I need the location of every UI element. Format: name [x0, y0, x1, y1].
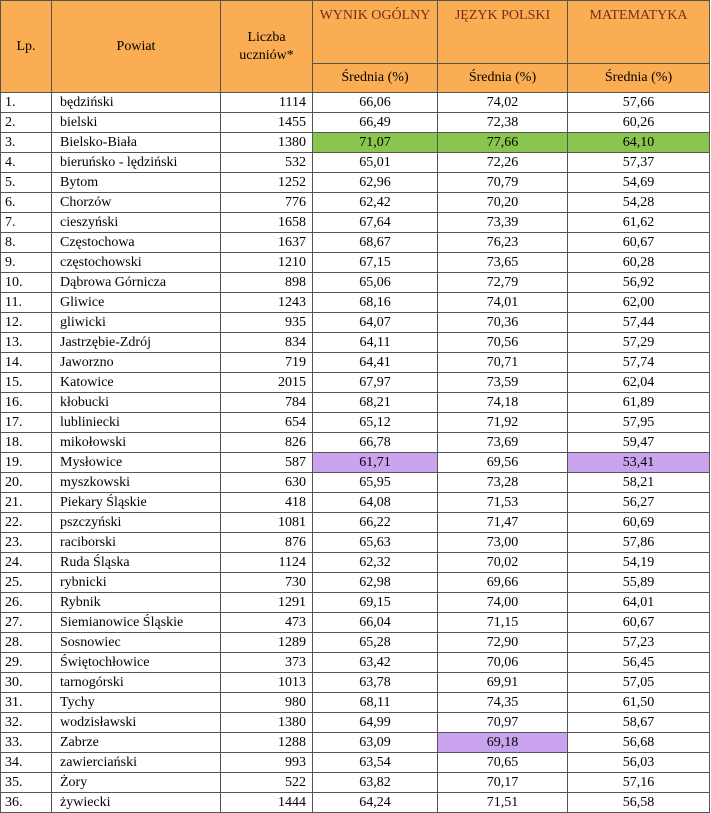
cell-matematyka: 61,50 — [568, 693, 710, 713]
cell-lp: 8. — [1, 233, 52, 253]
cell-wynik-ogolny: 68,16 — [313, 293, 438, 313]
cell-liczba-uczniow: 418 — [221, 493, 313, 513]
cell-wynik-ogolny: 64,24 — [313, 793, 438, 813]
cell-powiat: gliwicki — [52, 313, 221, 333]
header-srednia-wynik: Średnia (%) — [313, 64, 438, 93]
cell-wynik-ogolny: 66,06 — [313, 93, 438, 113]
cell-jezyk-polski: 74,18 — [438, 393, 568, 413]
cell-liczba-uczniow: 898 — [221, 273, 313, 293]
cell-wynik-ogolny: 62,42 — [313, 193, 438, 213]
cell-powiat: Żory — [52, 773, 221, 793]
cell-wynik-ogolny: 71,07 — [313, 133, 438, 153]
cell-liczba-uczniow: 473 — [221, 613, 313, 633]
cell-liczba-uczniow: 1013 — [221, 673, 313, 693]
cell-liczba-uczniow: 1658 — [221, 213, 313, 233]
cell-matematyka: 61,89 — [568, 393, 710, 413]
cell-matematyka: 56,58 — [568, 793, 710, 813]
cell-lp: 9. — [1, 253, 52, 273]
cell-powiat: Rybnik — [52, 593, 221, 613]
cell-lp: 27. — [1, 613, 52, 633]
cell-powiat: Siemianowice Śląskie — [52, 613, 221, 633]
cell-powiat: Gliwice — [52, 293, 221, 313]
cell-matematyka: 56,68 — [568, 733, 710, 753]
cell-liczba-uczniow: 654 — [221, 413, 313, 433]
cell-liczba-uczniow: 1210 — [221, 253, 313, 273]
cell-liczba-uczniow: 2015 — [221, 373, 313, 393]
cell-matematyka: 60,67 — [568, 613, 710, 633]
cell-jezyk-polski: 72,38 — [438, 113, 568, 133]
cell-jezyk-polski: 70,65 — [438, 753, 568, 773]
cell-powiat: Jastrzębie-Zdrój — [52, 333, 221, 353]
cell-matematyka: 57,86 — [568, 533, 710, 553]
cell-jezyk-polski: 71,47 — [438, 513, 568, 533]
cell-matematyka: 64,01 — [568, 593, 710, 613]
table-row — [1, 313, 710, 333]
cell-powiat: tarnogórski — [52, 673, 221, 693]
cell-jezyk-polski: 70,71 — [438, 353, 568, 373]
cell-lp: 15. — [1, 373, 52, 393]
cell-liczba-uczniow: 630 — [221, 473, 313, 493]
cell-jezyk-polski: 70,20 — [438, 193, 568, 213]
cell-wynik-ogolny: 63,78 — [313, 673, 438, 693]
cell-jezyk-polski: 70,36 — [438, 313, 568, 333]
table-row — [1, 433, 710, 453]
cell-matematyka: 62,04 — [568, 373, 710, 393]
header-jezyk-polski: JĘZYK POLSKI — [438, 1, 568, 64]
cell-matematyka: 54,69 — [568, 173, 710, 193]
cell-lp: 29. — [1, 653, 52, 673]
header-srednia-matematyka: Średnia (%) — [568, 64, 710, 93]
cell-liczba-uczniow: 373 — [221, 653, 313, 673]
cell-liczba-uczniow: 776 — [221, 193, 313, 213]
cell-wynik-ogolny: 67,97 — [313, 373, 438, 393]
cell-wynik-ogolny: 68,67 — [313, 233, 438, 253]
cell-matematyka: 60,69 — [568, 513, 710, 533]
cell-powiat: Częstochowa — [52, 233, 221, 253]
cell-jezyk-polski: 77,66 — [438, 133, 568, 153]
cell-matematyka: 57,95 — [568, 413, 710, 433]
cell-liczba-uczniow: 1252 — [221, 173, 313, 193]
table-row — [1, 93, 710, 113]
cell-jezyk-polski: 72,90 — [438, 633, 568, 653]
cell-lp: 31. — [1, 693, 52, 713]
cell-liczba-uczniow: 1081 — [221, 513, 313, 533]
cell-powiat: częstochowski — [52, 253, 221, 273]
cell-liczba-uczniow: 1243 — [221, 293, 313, 313]
cell-powiat: Mysłowice — [52, 453, 221, 473]
cell-lp: 36. — [1, 793, 52, 813]
cell-lp: 23. — [1, 533, 52, 553]
table-row — [1, 173, 710, 193]
cell-lp: 35. — [1, 773, 52, 793]
cell-matematyka: 57,66 — [568, 93, 710, 113]
cell-jezyk-polski: 71,92 — [438, 413, 568, 433]
cell-lp: 2. — [1, 113, 52, 133]
cell-powiat: bieruńsko - lędziński — [52, 153, 221, 173]
cell-lp: 30. — [1, 673, 52, 693]
cell-powiat: wodzisławski — [52, 713, 221, 733]
cell-matematyka: 54,19 — [568, 553, 710, 573]
cell-lp: 24. — [1, 553, 52, 573]
cell-jezyk-polski: 74,00 — [438, 593, 568, 613]
cell-lp: 14. — [1, 353, 52, 373]
cell-powiat: Katowice — [52, 373, 221, 393]
cell-lp: 4. — [1, 153, 52, 173]
table-row — [1, 653, 710, 673]
cell-powiat: Zabrze — [52, 733, 221, 753]
cell-powiat: Chorzów — [52, 193, 221, 213]
cell-liczba-uczniow: 1444 — [221, 793, 313, 813]
cell-liczba-uczniow: 522 — [221, 773, 313, 793]
cell-jezyk-polski: 71,51 — [438, 793, 568, 813]
cell-powiat: pszczyński — [52, 513, 221, 533]
cell-wynik-ogolny: 66,78 — [313, 433, 438, 453]
cell-wynik-ogolny: 66,04 — [313, 613, 438, 633]
header-wynik-ogolny: WYNIK OGÓLNY — [313, 1, 438, 64]
cell-powiat: bielski — [52, 113, 221, 133]
table-row — [1, 633, 710, 653]
cell-lp: 6. — [1, 193, 52, 213]
cell-liczba-uczniow: 993 — [221, 753, 313, 773]
cell-lp: 1. — [1, 93, 52, 113]
table-row — [1, 453, 710, 473]
cell-powiat: raciborski — [52, 533, 221, 553]
header-lp: Lp. — [1, 1, 52, 93]
cell-liczba-uczniow: 876 — [221, 533, 313, 553]
cell-lp: 19. — [1, 453, 52, 473]
cell-matematyka: 56,03 — [568, 753, 710, 773]
table-row — [1, 273, 710, 293]
cell-wynik-ogolny: 68,11 — [313, 693, 438, 713]
cell-powiat: żywiecki — [52, 793, 221, 813]
cell-liczba-uczniow: 935 — [221, 313, 313, 333]
table-row — [1, 293, 710, 313]
table-row — [1, 513, 710, 533]
table-row — [1, 333, 710, 353]
header-liczba-uczniow: Liczba uczniów* — [221, 1, 313, 93]
cell-powiat: Jaworzno — [52, 353, 221, 373]
cell-jezyk-polski: 69,56 — [438, 453, 568, 473]
cell-jezyk-polski: 69,66 — [438, 573, 568, 593]
cell-jezyk-polski: 72,26 — [438, 153, 568, 173]
cell-lp: 13. — [1, 333, 52, 353]
table-row — [1, 673, 710, 693]
cell-liczba-uczniow: 1380 — [221, 133, 313, 153]
cell-matematyka: 57,44 — [568, 313, 710, 333]
header-powiat: Powiat — [52, 1, 221, 93]
cell-jezyk-polski: 69,18 — [438, 733, 568, 753]
cell-wynik-ogolny: 65,95 — [313, 473, 438, 493]
cell-wynik-ogolny: 63,82 — [313, 773, 438, 793]
table-row — [1, 753, 710, 773]
cell-jezyk-polski: 73,59 — [438, 373, 568, 393]
cell-lp: 18. — [1, 433, 52, 453]
cell-wynik-ogolny: 65,06 — [313, 273, 438, 293]
table-row — [1, 233, 710, 253]
cell-jezyk-polski: 73,65 — [438, 253, 568, 273]
cell-liczba-uczniow: 1114 — [221, 93, 313, 113]
table-row — [1, 533, 710, 553]
cell-powiat: Bielsko-Biała — [52, 133, 221, 153]
cell-lp: 21. — [1, 493, 52, 513]
table-row — [1, 693, 710, 713]
table-row — [1, 113, 710, 133]
cell-matematyka: 62,00 — [568, 293, 710, 313]
cell-lp: 7. — [1, 213, 52, 233]
cell-matematyka: 59,47 — [568, 433, 710, 453]
cell-wynik-ogolny: 63,42 — [313, 653, 438, 673]
cell-lp: 33. — [1, 733, 52, 753]
table-row — [1, 733, 710, 753]
cell-matematyka: 60,67 — [568, 233, 710, 253]
table-row — [1, 473, 710, 493]
cell-matematyka: 54,28 — [568, 193, 710, 213]
table-row — [1, 373, 710, 393]
cell-jezyk-polski: 72,79 — [438, 273, 568, 293]
cell-wynik-ogolny: 66,49 — [313, 113, 438, 133]
cell-matematyka: 56,27 — [568, 493, 710, 513]
cell-wynik-ogolny: 65,12 — [313, 413, 438, 433]
table-row — [1, 153, 710, 173]
cell-lp: 16. — [1, 393, 52, 413]
table-row — [1, 493, 710, 513]
cell-jezyk-polski: 70,06 — [438, 653, 568, 673]
cell-matematyka: 64,10 — [568, 133, 710, 153]
cell-jezyk-polski: 70,17 — [438, 773, 568, 793]
cell-liczba-uczniow: 834 — [221, 333, 313, 353]
cell-lp: 22. — [1, 513, 52, 533]
cell-wynik-ogolny: 67,15 — [313, 253, 438, 273]
cell-wynik-ogolny: 65,63 — [313, 533, 438, 553]
table-row — [1, 193, 710, 213]
cell-lp: 25. — [1, 573, 52, 593]
table-row — [1, 553, 710, 573]
cell-jezyk-polski: 70,56 — [438, 333, 568, 353]
cell-powiat: lubliniecki — [52, 413, 221, 433]
cell-powiat: Ruda Śląska — [52, 553, 221, 573]
cell-liczba-uczniow: 719 — [221, 353, 313, 373]
cell-matematyka: 57,74 — [568, 353, 710, 373]
cell-lp: 10. — [1, 273, 52, 293]
table-row — [1, 253, 710, 273]
cell-wynik-ogolny: 66,22 — [313, 513, 438, 533]
table-row — [1, 613, 710, 633]
cell-matematyka: 57,23 — [568, 633, 710, 653]
cell-jezyk-polski: 76,23 — [438, 233, 568, 253]
cell-powiat: rybnicki — [52, 573, 221, 593]
cell-matematyka: 57,37 — [568, 153, 710, 173]
cell-jezyk-polski: 74,01 — [438, 293, 568, 313]
cell-matematyka: 57,05 — [568, 673, 710, 693]
cell-lp: 3. — [1, 133, 52, 153]
cell-powiat: zawierciański — [52, 753, 221, 773]
table-body — [1, 93, 710, 813]
cell-jezyk-polski: 73,39 — [438, 213, 568, 233]
cell-matematyka: 60,26 — [568, 113, 710, 133]
cell-wynik-ogolny: 64,99 — [313, 713, 438, 733]
cell-powiat: cieszyński — [52, 213, 221, 233]
table-header — [1, 1, 710, 93]
cell-lp: 26. — [1, 593, 52, 613]
cell-powiat: Tychy — [52, 693, 221, 713]
cell-jezyk-polski: 70,97 — [438, 713, 568, 733]
cell-matematyka: 58,67 — [568, 713, 710, 733]
table-row — [1, 773, 710, 793]
cell-lp: 32. — [1, 713, 52, 733]
cell-wynik-ogolny: 64,07 — [313, 313, 438, 333]
table-row — [1, 573, 710, 593]
cell-lp: 17. — [1, 413, 52, 433]
cell-lp: 5. — [1, 173, 52, 193]
cell-powiat: Piekary Śląskie — [52, 493, 221, 513]
cell-matematyka: 56,45 — [568, 653, 710, 673]
cell-powiat: myszkowski — [52, 473, 221, 493]
header-matematyka: MATEMATYKA — [568, 1, 710, 64]
cell-jezyk-polski: 73,28 — [438, 473, 568, 493]
cell-wynik-ogolny: 62,98 — [313, 573, 438, 593]
cell-lp: 11. — [1, 293, 52, 313]
cell-jezyk-polski: 74,35 — [438, 693, 568, 713]
cell-lp: 28. — [1, 633, 52, 653]
cell-liczba-uczniow: 1291 — [221, 593, 313, 613]
cell-jezyk-polski: 71,53 — [438, 493, 568, 513]
cell-jezyk-polski: 71,15 — [438, 613, 568, 633]
cell-wynik-ogolny: 63,09 — [313, 733, 438, 753]
header-srednia-jezyk: Średnia (%) — [438, 64, 568, 93]
cell-liczba-uczniow: 784 — [221, 393, 313, 413]
cell-liczba-uczniow: 826 — [221, 433, 313, 453]
cell-liczba-uczniow: 1455 — [221, 113, 313, 133]
table-row — [1, 593, 710, 613]
cell-jezyk-polski: 73,69 — [438, 433, 568, 453]
cell-liczba-uczniow: 1288 — [221, 733, 313, 753]
cell-liczba-uczniow: 1380 — [221, 713, 313, 733]
table-row — [1, 133, 710, 153]
cell-liczba-uczniow: 1289 — [221, 633, 313, 653]
cell-lp: 34. — [1, 753, 52, 773]
cell-powiat: będziński — [52, 93, 221, 113]
cell-powiat: Świętochłowice — [52, 653, 221, 673]
cell-wynik-ogolny: 64,08 — [313, 493, 438, 513]
cell-wynik-ogolny: 64,11 — [313, 333, 438, 353]
cell-matematyka: 57,29 — [568, 333, 710, 353]
cell-wynik-ogolny: 62,32 — [313, 553, 438, 573]
cell-wynik-ogolny: 64,41 — [313, 353, 438, 373]
cell-wynik-ogolny: 65,01 — [313, 153, 438, 173]
cell-matematyka: 55,89 — [568, 573, 710, 593]
cell-jezyk-polski: 70,79 — [438, 173, 568, 193]
cell-liczba-uczniow: 1124 — [221, 553, 313, 573]
cell-powiat: Sosnowiec — [52, 633, 221, 653]
cell-powiat: Dąbrowa Górnicza — [52, 273, 221, 293]
cell-lp: 12. — [1, 313, 52, 333]
cell-powiat: Bytom — [52, 173, 221, 193]
cell-wynik-ogolny: 62,96 — [313, 173, 438, 193]
cell-liczba-uczniow: 730 — [221, 573, 313, 593]
cell-wynik-ogolny: 63,54 — [313, 753, 438, 773]
cell-wynik-ogolny: 67,64 — [313, 213, 438, 233]
table-row — [1, 393, 710, 413]
table-row — [1, 713, 710, 733]
cell-powiat: kłobucki — [52, 393, 221, 413]
cell-liczba-uczniow: 532 — [221, 153, 313, 173]
cell-matematyka: 58,21 — [568, 473, 710, 493]
cell-jezyk-polski: 70,02 — [438, 553, 568, 573]
cell-lp: 20. — [1, 473, 52, 493]
cell-liczba-uczniow: 1637 — [221, 233, 313, 253]
cell-liczba-uczniow: 587 — [221, 453, 313, 473]
cell-matematyka: 56,92 — [568, 273, 710, 293]
table-row — [1, 353, 710, 373]
cell-wynik-ogolny: 69,15 — [313, 593, 438, 613]
cell-liczba-uczniow: 980 — [221, 693, 313, 713]
cell-wynik-ogolny: 61,71 — [313, 453, 438, 473]
table-row — [1, 213, 710, 233]
cell-jezyk-polski: 74,02 — [438, 93, 568, 113]
cell-wynik-ogolny: 65,28 — [313, 633, 438, 653]
cell-matematyka: 57,16 — [568, 773, 710, 793]
cell-matematyka: 61,62 — [568, 213, 710, 233]
cell-jezyk-polski: 73,00 — [438, 533, 568, 553]
cell-wynik-ogolny: 68,21 — [313, 393, 438, 413]
cell-matematyka: 60,28 — [568, 253, 710, 273]
cell-jezyk-polski: 69,91 — [438, 673, 568, 693]
cell-matematyka: 53,41 — [568, 453, 710, 473]
cell-powiat: mikołowski — [52, 433, 221, 453]
table-row — [1, 413, 710, 433]
